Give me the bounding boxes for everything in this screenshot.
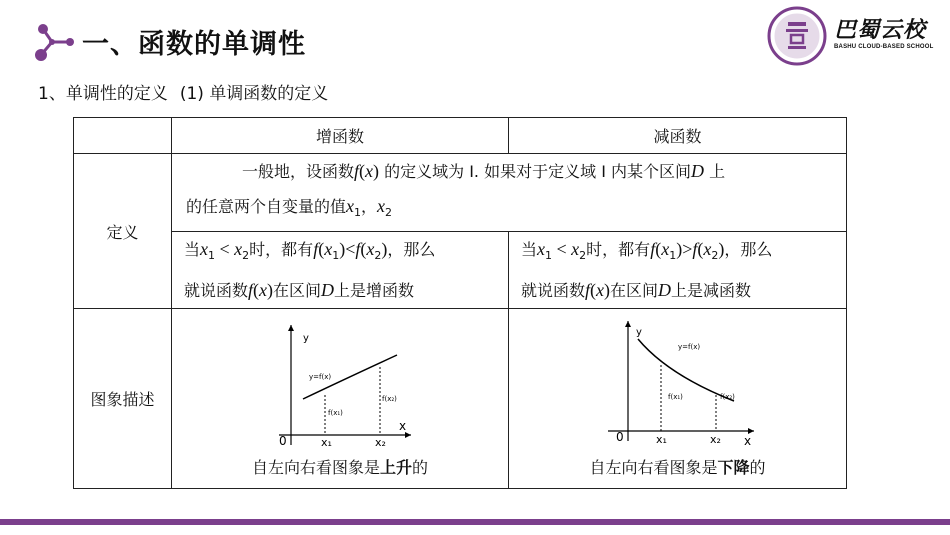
monotonicity-table	[73, 117, 847, 489]
school-seal-logo	[767, 6, 827, 66]
cond-text: 就说函数	[521, 281, 586, 301]
y-label: y	[635, 327, 642, 339]
page-title: 一、函数的单调性	[82, 29, 306, 60]
general-text: ，	[361, 197, 378, 217]
cond-text: 就说函数	[184, 281, 249, 301]
increasing-graph-cell	[172, 309, 509, 489]
decreasing-graph-cell	[509, 309, 847, 489]
general-text: 的定义域为 I. 如果对于定义域 I 内某个区间	[384, 162, 691, 182]
math-rel: <	[345, 239, 356, 259]
x1-label: x₁	[321, 436, 332, 450]
general-definition: 一般地，设函数f(x) 的定义域为 I. 如果对于定义域 I 内某个区间D 上 的任意两个自变量的值$x_1$，$x_2$	[172, 154, 847, 232]
curve-label: y=f(x)	[677, 343, 700, 352]
cond-text: ，那么	[387, 240, 436, 259]
increasing-condition: 当$x_1 < x_2$时，都有$f(x_1)<f(x_2)$，那么 就说函数f(x)在区间D上是增函数	[172, 232, 509, 309]
row-label-definition: 定义	[74, 154, 172, 309]
x-label: x	[399, 419, 407, 434]
corner-cell	[74, 118, 172, 154]
math-rel: >	[682, 239, 693, 259]
increasing-graph	[265, 319, 415, 449]
footer-bar	[0, 519, 950, 525]
brand-name: 巴蜀云校	[834, 17, 927, 43]
x2-label: x₂	[375, 436, 386, 450]
origin-label: 0	[279, 434, 287, 449]
math-x: x	[365, 161, 374, 182]
fx1-label: f(x₁)	[328, 409, 343, 418]
row-label-graph: 图象描述	[74, 309, 172, 489]
math-f: f	[354, 161, 360, 182]
section-subtitle	[38, 79, 328, 104]
cond-text: 在区间	[273, 281, 322, 301]
subtitle-part2: (1) 单调函数的定义	[179, 84, 329, 104]
origin-label: 0	[615, 430, 624, 445]
cond-text: 当	[521, 240, 538, 259]
increasing-caption	[172, 455, 508, 478]
brand	[834, 16, 934, 50]
math-D: D	[691, 161, 704, 182]
curve-label: y=f(x)	[309, 373, 332, 382]
general-text: 一般地，设函数	[242, 162, 355, 182]
y-label: y	[303, 333, 309, 345]
x1-label: x₁	[655, 433, 667, 447]
caption-text: 自左向右看图象是	[589, 458, 718, 478]
cond-text: 时，都有	[249, 240, 314, 259]
fx2-label: f(x₂)	[719, 393, 735, 402]
general-text: 上	[709, 162, 726, 182]
math-x1: x	[346, 196, 355, 217]
decreasing-graph	[598, 319, 758, 449]
cond-text: 当	[184, 240, 201, 259]
general-text: 的任意两个自变量的值	[186, 197, 347, 217]
caption-bold: 上升	[379, 458, 412, 478]
header-increasing: 增函数	[172, 118, 509, 154]
molecule-icon	[30, 20, 76, 64]
x-label: x	[743, 434, 751, 449]
math-lt: <	[219, 239, 230, 259]
caption-bold: 下降	[717, 458, 750, 478]
cond-text: 时，都有	[586, 240, 651, 259]
header-decreasing: 减函数	[509, 118, 847, 154]
cond-text: 上是增函数	[334, 281, 415, 301]
math-sub: 1	[354, 206, 362, 220]
cond-text: ，那么	[724, 240, 773, 259]
brand-english: BASHU CLOUD-BASED SCHOOL	[834, 44, 934, 50]
math-sub: 2	[385, 206, 393, 220]
caption-text: 自左向右看图象是	[251, 458, 380, 478]
math-lt: <	[556, 239, 567, 259]
decreasing-condition: 当$x_1 < x_2$时，都有$f(x_1)>f(x_2)$，那么 就说函数f(x)在区间D上是减函数	[509, 232, 847, 309]
cond-text: 在区间	[610, 281, 659, 301]
fx1-label: f(x₁)	[667, 393, 683, 402]
subtitle-part1: 1、单调性的定义	[38, 84, 168, 104]
x2-label: x₂	[709, 433, 721, 447]
math-x2: x	[377, 196, 386, 217]
cond-text: 上是减函数	[671, 281, 752, 301]
decreasing-caption	[509, 455, 846, 478]
caption-text: 的	[412, 458, 429, 478]
caption-text: 的	[749, 458, 766, 478]
fx2-label: f(x₂)	[382, 395, 397, 404]
